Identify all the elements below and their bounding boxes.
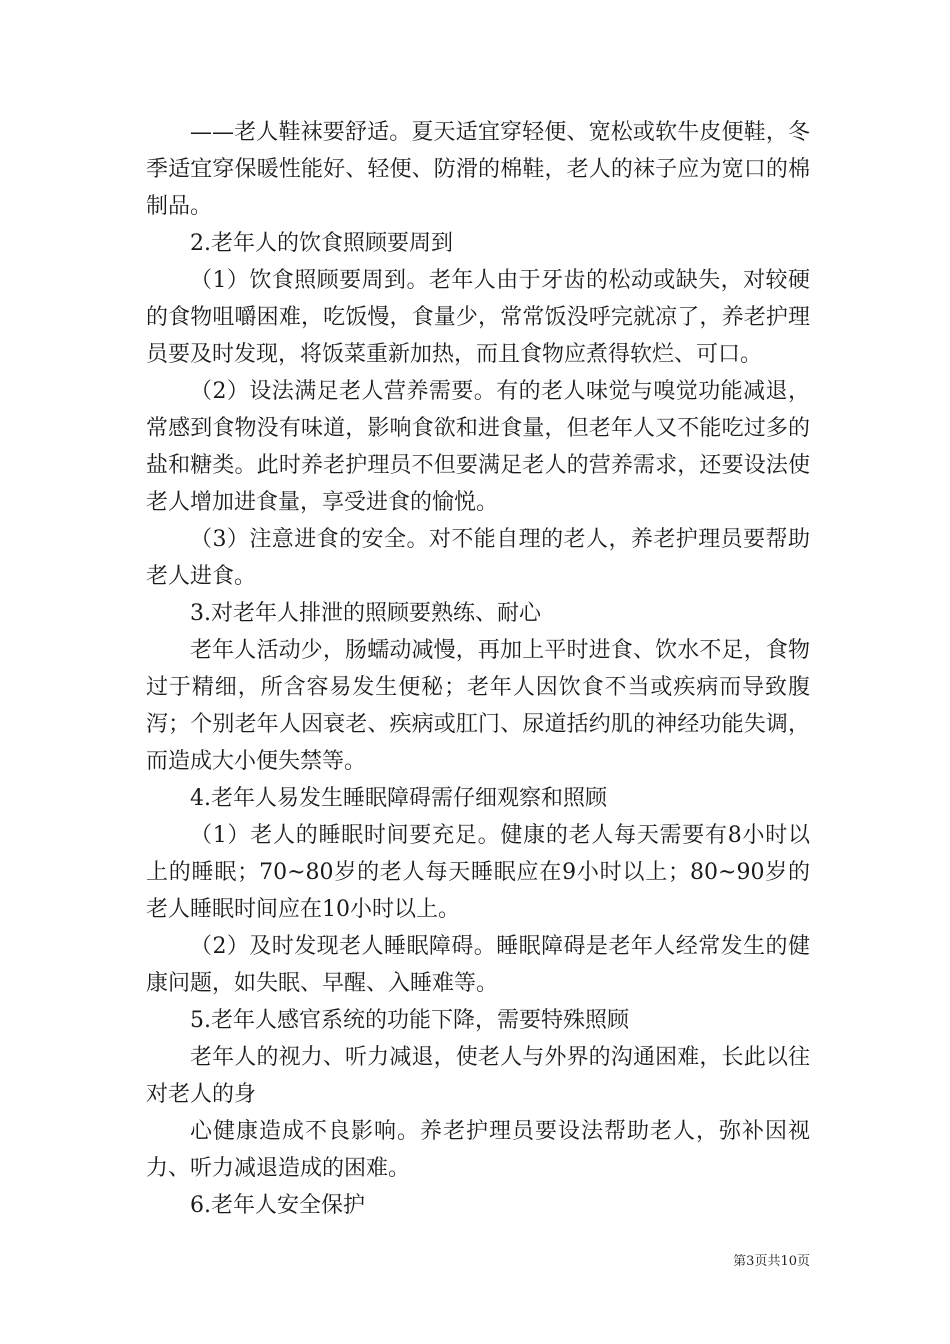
section-heading-excretion: 3.对老年人排泄的照顾要熟练、耐心 bbox=[190, 601, 541, 626]
paragraph-diet-3: （3）注意进食的安全。对不能自理的老人，养老护理员要帮助老人进食。 bbox=[146, 527, 810, 589]
paragraph-excretion: 老年人活动少，肠蠕动减慢，再加上平时进食、饮水不足，食物过于精细，所含容易发生便秘；老年人因饮食不当或疾病而导致腹泻；个别老年人因衰老、疾病或肛门、尿道括约肌的神经功能失调，而造成大小便失禁等。 bbox=[146, 638, 810, 774]
section-heading-sleep: 4.老年人易发生睡眠障碍需仔细观察和照顾 bbox=[190, 786, 607, 811]
paragraph-senses-1: 老年人的视力、听力减退，使老人与外界的沟通困难，长此以往对老人的身 bbox=[146, 1045, 810, 1107]
paragraph-senses-2: 心健康造成不良影响。养老护理员要设法帮助老人，弥补因视力、听力减退造成的困难。 bbox=[146, 1119, 810, 1181]
paragraph-sleep-1: （1）老人的睡眠时间要充足。健康的老人每天需要有8小时以上的睡眠；70~80岁的老人每天睡眠应在9小时以上；80~90岁的老人睡眠时间应在10小时以上。 bbox=[146, 823, 810, 922]
paragraph-sleep-2: （2）及时发现老人睡眠障碍。睡眠障碍是老年人经常发生的健康问题，如失眠、早醒、入睡难等。 bbox=[146, 934, 810, 996]
section-heading-safety: 6.老年人安全保护 bbox=[190, 1193, 365, 1218]
paragraph-diet-1: （1）饮食照顾要周到。老年人由于牙齿的松动或缺失，对较硬的食物咀嚼困难，吃饭慢，食量少，常常饭没呼完就凉了，养老护理员要及时发现，将饭菜重新加热，而且食物应煮得软烂、可口。 bbox=[146, 268, 810, 367]
section-heading-senses: 5.老年人感官系统的功能下降，需要特殊照顾 bbox=[190, 1008, 629, 1033]
document-body bbox=[146, 114, 810, 1224]
page-number: 第3页共10页 bbox=[733, 1254, 810, 1269]
section-heading-diet: 2.老年人的饮食照顾要周到 bbox=[190, 231, 453, 256]
paragraph-diet-2: （2）设法满足老人营养需要。有的老人味觉与嗅觉功能减退，常感到食物没有味道，影响食欲和进食量，但老年人又不能吃过多的盐和糖类。此时养老护理员不但要满足老人的营养需求，还要设法使老人增加进食量，享受进食的愉悦。 bbox=[146, 379, 810, 515]
paragraph-shoes-socks: ——老人鞋袜要舒适。夏天适宜穿轻便、宽松或软牛皮便鞋，冬季适宜穿保暖性能好、轻便、防滑的棉鞋，老人的袜子应为宽口的棉制品。 bbox=[146, 120, 810, 219]
